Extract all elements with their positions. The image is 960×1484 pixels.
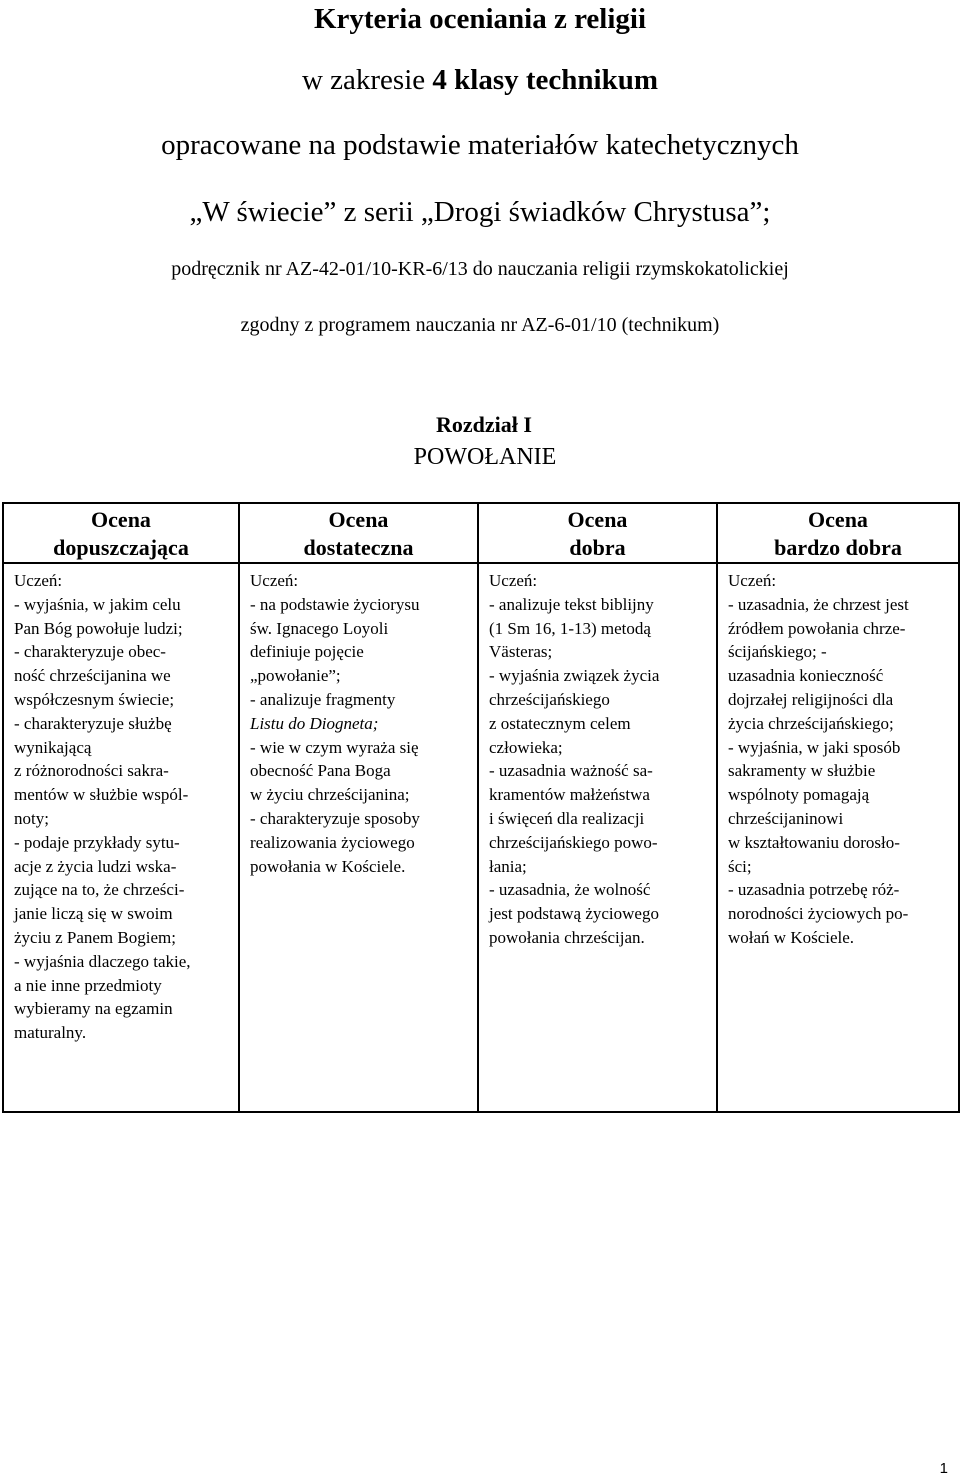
criteria-line: Uczeń:	[14, 571, 63, 590]
criteria-line: dojrzałej religijności dla	[728, 689, 894, 709]
grade-header-bardzo-dobra	[717, 503, 959, 563]
criteria-line: - uzasadnia potrzebę róż-	[728, 880, 900, 900]
criteria-line: w życiu chrześcijanina;	[250, 785, 410, 805]
criteria-line: chrześcijaninowi	[728, 808, 844, 828]
page-number: 1	[939, 1460, 948, 1477]
criteria-cell-dopuszczajaca	[3, 563, 239, 1112]
criteria-line: chrześcijańskiego powo-	[489, 832, 658, 852]
criteria-line: Uczeń:	[250, 571, 299, 590]
criteria-line: Pan Bóg powołuje ludzi;	[14, 618, 183, 638]
grade-header-dobra	[478, 503, 717, 563]
criteria-line: ność chrześcijanina we	[14, 666, 171, 686]
criteria-line: życiu z Panem Bogiem;	[14, 927, 176, 947]
criteria-line: mentów w służbie wspól-	[14, 785, 189, 805]
criteria-line: z różnorodności sakra-	[14, 761, 169, 781]
grade-header-level: bardzo dobra	[774, 535, 902, 560]
criteria-line: ści;	[728, 856, 752, 876]
criteria-line: powołania w Kościele.	[250, 856, 406, 876]
criteria-line: - podaje przykłady sytu-	[14, 832, 180, 852]
grade-header-level: dopuszczająca	[53, 535, 189, 560]
grade-header-dostateczna	[239, 503, 478, 563]
criteria-line: kramentów małżeństwa	[489, 785, 650, 805]
criteria-line: Uczeń:	[489, 571, 538, 590]
document-scope	[0, 63, 960, 97]
criteria-line: źródłem powołania chrze-	[728, 618, 906, 638]
criteria-line: uzasadnia konieczność	[728, 666, 884, 686]
criteria-line: Uczeń:	[728, 571, 777, 590]
criteria-line: - charakteryzuje sposoby	[250, 808, 420, 828]
criteria-line: i święceń dla realizacji	[489, 808, 645, 828]
document-program: zgodny z programem nauczania nr AZ-6-01/10 (technikum)	[240, 314, 720, 336]
document-series: „W świecie” z serii „Drogi świadków Chrystusa”;	[189, 196, 771, 228]
grade-header-label: Ocena	[808, 507, 868, 532]
criteria-line: (1 Sm 16, 1-13) metodą	[489, 618, 651, 638]
criteria-line: Västeras;	[489, 642, 553, 662]
criteria-line: - uzasadnia, że chrzest jest	[728, 594, 909, 614]
grade-header-label: Ocena	[328, 507, 389, 532]
criteria-line	[250, 712, 469, 736]
criteria-line: - analizuje fragmenty	[250, 689, 396, 709]
criteria-line: - wyjaśnia, w jaki sposób	[728, 737, 901, 757]
criteria-line: powołania chrześcijan.	[489, 927, 645, 947]
criteria-line: wołań w Kościele.	[728, 927, 855, 947]
table-header-row	[3, 503, 959, 563]
criteria-line: - uzasadnia, że wolność	[489, 880, 651, 900]
criteria-line: - na podstawie życiorysu	[250, 594, 420, 614]
scope-prefix: w zakresie	[301, 64, 433, 96]
criteria-line: „powołanie”;	[250, 666, 341, 686]
criteria-line: wybieramy na egzamin	[14, 999, 173, 1019]
criteria-line: definiuje pojęcie	[250, 642, 364, 662]
criteria-cell-dobra	[478, 563, 717, 1112]
criteria-line: w kształtowaniu dorosło-	[728, 832, 900, 852]
criteria-line: - uzasadnia ważność sa-	[489, 761, 653, 781]
criteria-line: wynikającą	[14, 737, 92, 757]
criteria-line: z ostatecznym celem	[489, 713, 631, 733]
grade-header-dopuszczajaca	[3, 503, 239, 563]
grade-header-level: dostateczna	[303, 535, 414, 560]
criteria-line: zujące na to, że chrześci-	[14, 880, 185, 900]
criteria-line: sakramenty w służbie	[728, 761, 876, 781]
criteria-line: realizowania życiowego	[250, 832, 415, 852]
scope-class: 4 klasy technikum	[432, 64, 659, 96]
criteria-line: - charakteryzuje obec-	[14, 642, 166, 662]
criteria-line: wspólnoty pomagają	[728, 785, 870, 805]
criteria-line: a nie inne przedmioty	[14, 975, 162, 995]
criteria-line: obecność Pana Boga	[250, 761, 391, 781]
criteria-line: janie liczą się w swoim	[14, 904, 173, 924]
criteria-line: noty;	[14, 808, 49, 828]
chapter-heading	[0, 412, 960, 472]
criteria-line: jest podstawą życiowego	[489, 904, 659, 924]
grade-header-label: Ocena	[91, 507, 151, 532]
criteria-line: ścijańskiego; -	[728, 642, 827, 662]
document-textbook: podręcznik nr AZ-42-01/10-KR-6/13 do nauczania religii rzymskokatolickiej	[171, 258, 789, 280]
criteria-line: łania;	[489, 856, 527, 876]
criteria-line: św. Ignacego Loyoli	[250, 618, 389, 638]
criteria-line: - wyjaśnia dlaczego takie,	[14, 951, 191, 971]
document-basis: opracowane na podstawie materiałów katechetycznych	[161, 129, 799, 161]
criteria-line: chrześcijańskiego	[489, 689, 610, 709]
criteria-line: współczesnym świecie;	[14, 689, 175, 709]
grade-header-level: dobra	[569, 535, 626, 560]
criteria-line: - wie w czym wyraża się	[250, 737, 419, 757]
chapter-name: POWOŁANIE	[413, 444, 557, 470]
criteria-cell-dostateczna	[239, 563, 478, 1112]
document-title: Kryteria oceniania z religii	[313, 3, 647, 35]
table-row	[3, 563, 959, 1112]
grading-criteria-table	[2, 502, 960, 1113]
criteria-line: - wyjaśnia związek życia	[489, 666, 660, 686]
criteria-line: - charakteryzuje służbę	[14, 713, 172, 733]
criteria-line: - wyjaśnia, w jakim celu	[14, 594, 181, 614]
chapter-number: Rozdział I	[436, 412, 532, 437]
criteria-italic-title: Listu do Diogneta;	[250, 713, 379, 733]
criteria-cell-bardzo-dobra	[717, 563, 959, 1112]
grade-header-label: Ocena	[567, 507, 628, 532]
criteria-line: - analizuje tekst biblijny	[489, 594, 654, 614]
criteria-line: acje z życia ludzi wska-	[14, 856, 177, 876]
criteria-line: maturalny.	[14, 1023, 87, 1043]
criteria-line: norodności życiowych po-	[728, 904, 909, 924]
criteria-line: życia chrześcijańskiego;	[728, 713, 894, 733]
criteria-line: człowieka;	[489, 737, 563, 757]
